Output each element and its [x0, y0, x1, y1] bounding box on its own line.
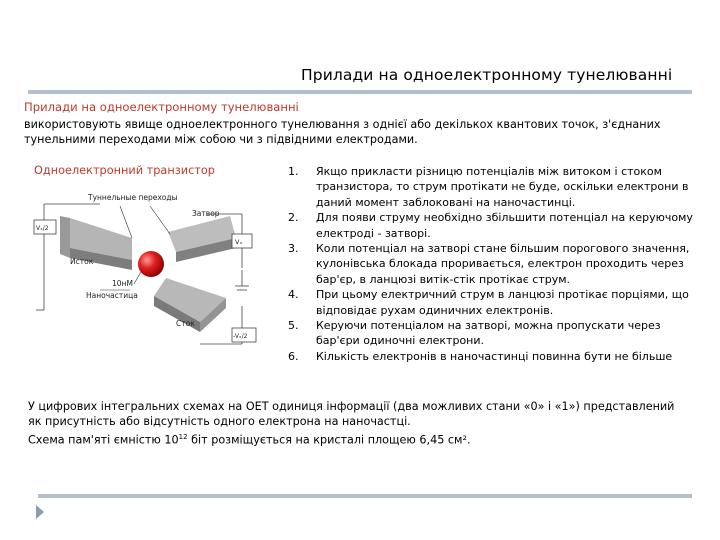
bottom-text: [28, 399, 688, 448]
list-number: 6.: [288, 349, 299, 363]
list-item: [288, 241, 698, 287]
nanoparticle: [138, 251, 164, 277]
gate-electrode: [168, 216, 236, 262]
list-item: [288, 349, 698, 364]
gate-label: Затвор: [192, 209, 220, 218]
nanoparticle-label: Наночастица: [86, 291, 138, 300]
transistor-diagram: [30, 186, 270, 356]
memory-prefix: Схема пам'яті ємністю 10: [28, 433, 179, 447]
size-label: 10нМ: [112, 279, 133, 288]
list-item: [288, 210, 698, 241]
list-item: [288, 164, 698, 210]
list-number: 4.: [288, 288, 299, 302]
memory-exponent: 12: [178, 432, 188, 441]
list-item: [288, 318, 698, 349]
bottom-paragraph-2: [28, 430, 688, 448]
figure-caption: Одноелектронний транзистор: [34, 164, 215, 177]
v-drain-label: -Vₓ/2: [233, 333, 248, 340]
list-number: 2.: [288, 211, 299, 225]
steps-list: [288, 164, 698, 364]
list-text: Керуючи потенціалом на затворі, можна пропускати через бар'єри одиночні електрони.: [316, 319, 661, 348]
bottom-paragraph-1: У цифрових інтегральних схемах на ОЕТ одиниця інформації (два можливих стани «0» і «1») представлений як присутність або відсутність одного електрона на наночастці.: [28, 400, 675, 429]
section-subtitle: Прилади на одноелектронному тунелюванні: [24, 100, 299, 114]
list-text: При цьому електричний струм в ланцюзі протікає порціями, що відповідає рухам одиничних електронів.: [316, 288, 689, 317]
list-text: Якщо прикласти різницю потенціалів між витоком і стоком транзистора, то струм протікати не буде, оскільки електрони в даний момент заблоковані на наночастинці.: [316, 165, 689, 209]
footer-divider: [38, 494, 692, 498]
memory-suffix: біт розміщується на кристалі площею 6,45 см².: [187, 433, 471, 447]
list-text: Кількість електронів в наночастинці повинна бути не більше: [316, 349, 673, 363]
drain-label: Сток: [176, 319, 195, 328]
v-gate-label: Vₓ: [235, 238, 243, 246]
list-number: 3.: [288, 242, 299, 256]
title-divider: [28, 90, 692, 94]
source-label: Исток: [70, 257, 94, 266]
list-text: Коли потенціал на затворі стане більшим порогового значення, кулонівська блокада проривається, електрон проходить через бар'єр, в ланцюзі витік-стік протікає струм.: [316, 242, 690, 286]
list-text: Для появи струму необхідно збільшити потенціал на керуючому електроді - затворі.: [316, 211, 693, 240]
intro-text: використовують явище одноелектронного тунелювання з однієї або декількох квантових точок, з'єднаних тунельними переходами між собою чи з підвідними електродами.: [24, 118, 661, 146]
v-left-label: Vₓ/2: [36, 225, 49, 232]
list-number: 5.: [288, 319, 299, 333]
next-slide-arrow-icon[interactable]: [36, 505, 44, 519]
list-item: [288, 287, 698, 318]
tunnel-junctions-label: Туннельные переходы: [88, 193, 178, 202]
slide-title: Прилади на одноелектронному тунелюванні: [301, 66, 673, 84]
list-number: 1.: [288, 165, 299, 178]
